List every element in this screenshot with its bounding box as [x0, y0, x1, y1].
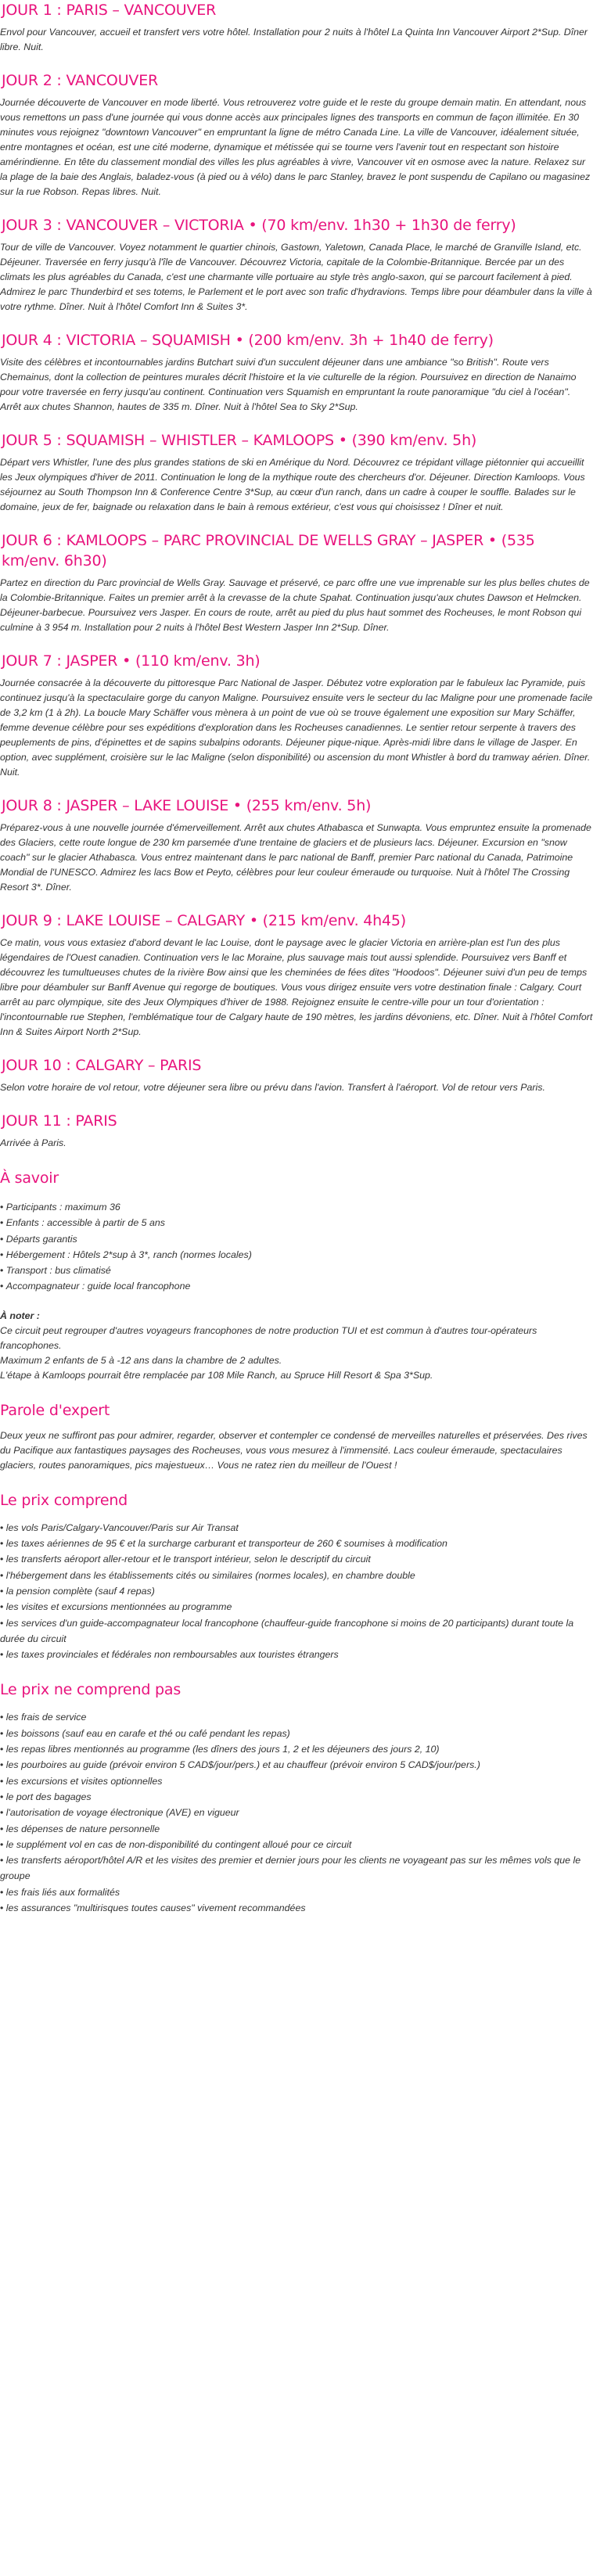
- prix-ne-comprend-list: [0, 1709, 593, 1916]
- note-line: Ce circuit peut regrouper d'autres voyageurs francophones de notre production TUI et est commun à d'autres tour-opérateurs francophones.: [0, 1324, 537, 1351]
- parole-section: [0, 1400, 593, 1473]
- list-item: • les dépenses de nature personnelle: [0, 1821, 593, 1837]
- list-item: • l'autorisation de voyage électronique (AVE) en vigueur: [0, 1805, 593, 1820]
- day-8-title: JOUR 8 : JASPER – LAKE LOUISE • (255 km/env. 5h): [2, 797, 372, 814]
- list-item: • les frais liés aux formalités: [0, 1884, 593, 1900]
- list-item: • les transferts aéroport aller-retour et le transport intérieur, selon le descriptif du circuit: [0, 1551, 593, 1567]
- day-3-text: Tour de ville de Vancouver. Voyez notamment le quartier chinois, Gastown, Yaletown, Canada Place, le marché de Granville Island, etc. Déjeuner. Traversée en ferry jusqu'à l'île de Vancouver. Découvrez Victoria, capitale de la Colombie-Britannique. Bercée par un des climats les plus agréables du Canada, c'est une charmante ville portuaire au style très anglo-saxon, qui se parcourt facilement à pied. Admirez le parc Thunderbird et ses totems, le Parlement et le port avec son trafic d'hydravions. Temps libre pour déambuler dans la ville à votre rythme. Dîner. Nuit à l'hôtel Comfort Inn & Suites 3*.: [0, 242, 592, 312]
- list-item: • les assurances "multirisques toutes causes" vivement recommandées: [0, 1900, 593, 1916]
- parole-title: Parole d'expert: [0, 1401, 110, 1419]
- day-2-section: [0, 70, 593, 199]
- day-1-title: JOUR 1 : PARIS – VANCOUVER: [2, 2, 217, 19]
- day-9-title: JOUR 9 : LAKE LOUISE – CALGARY • (215 km/env. 4h45): [2, 912, 406, 929]
- a-savoir-item: • Enfants : accessible à partir de 5 ans: [0, 1215, 593, 1231]
- note-line: Maximum 2 enfants de 5 à -12 ans dans la chambre de 2 adultes.: [0, 1354, 282, 1366]
- day-8-section: [0, 796, 593, 895]
- day-11-section: [0, 1111, 593, 1151]
- day-3-title: JOUR 3 : VANCOUVER – VICTORIA • (70 km/env. 1h30 + 1h30 de ferry): [2, 217, 516, 234]
- day-5-section: [0, 430, 593, 515]
- a-savoir-item: • Participants : maximum 36: [0, 1199, 593, 1215]
- a-savoir-item: • Accompagnateur : guide local francophone: [0, 1278, 593, 1294]
- parole-text: Deux yeux ne suffiront pas pour admirer, regarder, observer et contempler ce condensé de merveilles naturelles et préservées. Des rives du Pacifique aux fantastiques paysages des Rocheuses, vous vous mesurez à l'immensité. Lacs couleur émeraude, spectaculaires glaciers, routes panoramiques, pics majestueux… Vous ne ratez rien du meilleur de l'Ouest !: [0, 1429, 588, 1471]
- day-9-section: [0, 911, 593, 1040]
- note-label: À noter :: [0, 1310, 40, 1321]
- day-3-section: [0, 215, 593, 314]
- prix-ne-comprend-title: Le prix ne comprend pas: [0, 1681, 181, 1699]
- note-line: L'étape à Kamloops pourrait être remplacée par 108 Mile Ranch, au Spruce Hill Resort & Spa 3*Sup.: [0, 1369, 433, 1381]
- day-6-title: JOUR 6 : KAMLOOPS – PARC PROVINCIAL DE WELLS GRAY – JASPER • (535 km/env. 6h30): [2, 532, 535, 569]
- day-2-title: JOUR 2 : VANCOUVER: [2, 72, 159, 89]
- day-9-text: Ce matin, vous vous extasiez d'abord devant le lac Louise, dont le paysage avec le glacier Victoria en arrière-plan est l'un des plus légendaires de l'Ouest canadien. Continuation vers le lac Moraine, plus sauvage mais tout aussi splendide. Poursuivez vers Banff et découvrez les tumultueuses chutes de la rivière Bow ainsi que les cheminées de fées dites "Hoodoos". Déjeuner suivi d'un peu de temps libre pour déambuler sur Banff Avenue qui regorge de boutiques. Vous vous dirigez ensuite vers votre destination finale : Calgary. Court arrêt au parc olympique, site des Jeux Olympiques d'hiver de 1988. Rejoignez ensuite le centre-ville pour un tour d'orientation : l'incontournable rue Stephen, l'emblématique tour de Calgary haute de 190 mètres, les jardins dévoniens, etc. Dîner. Nuit à l'hôtel Comfort Inn & Suites Airport North 2*Sup.: [0, 937, 593, 1037]
- day-6-section: [0, 530, 593, 635]
- day-7-title: JOUR 7 : JASPER • (110 km/env. 3h): [2, 652, 261, 670]
- day-6-text: Partez en direction du Parc provincial de Wells Gray. Sauvage et préservé, ce parc offre une vue imprenable sur les plus belles chutes de la Colombie-Britannique. Faites un premier arrêt à la crevasse de la chute Spahat. Continuation jusqu'aux chutes Dawson et Helmcken. Déjeuner-barbecue. Poursuivez vers Jasper. En cours de route, arrêt au pied du plus haut sommet des Rocheuses, le mont Robson qui culmine à 3 954 m. Installation pour 2 nuits à l'hôtel Best Western Jasper Inn 2*Sup. Dîner.: [0, 577, 590, 633]
- day-2-text: Journée découverte de Vancouver en mode liberté. Vous retrouverez votre guide et le reste du groupe demain matin. En attendant, nous vous remettons un pass d'une journée qui vous donne accès aux principales lignes des transports en commun de façon illimitée. En 30 minutes vous rejoignez "downtown Vancouver" en empruntant la ligne de métro Canada Line. La ville de Vancouver, idéalement située, entre montagnes et océan, est une cité moderne, dynamique et métissée qui se tourne vers l'avenir tout en respectant son histoire amérindienne. En tête du classement mondial des villes les plus agréables à vivre, Vancouver vit en osmose avec la nature. Relaxez sur la plage de la baie des Anglais, baladez-vous (à pied ou à vélo) dans le parc Stanley, bravez le pont suspendu de Capilano ou magasinez sur la rue Robson. Repas libres. Nuit.: [0, 97, 591, 197]
- day-7-text: Journée consacrée à la découverte du pittoresque Parc National de Jasper. Débutez votre exploration par le fabuleux lac Pyramide, puis continuez jusqu'à la spectaculaire gorge du canyon Maligne. Poursuivez ensuite vers le secteur du lac Maligne pour une promenade facile de 3,2 km (1 à 2h). La boucle Mary Schäffer vous mènera à un point de vue où se trouve également une exposition sur Mary Schäffer, femme devenue célèbre pour ses expéditions d'exploration dans les Rocheuses canadiennes. Le sentier retour serpente à travers des peuplements de pins, d'épinettes et de sapins subalpins odorants. Déjeuner pique-nique. Après-midi libre dans le village de Jasper. En option, avec supplément, croisière sur le lac Maligne (selon disponibilité) ou ascension du mont Whistler à bord du tramway aérien. Dîner. Nuit.: [0, 677, 593, 778]
- list-item: • les boissons (sauf eau en carafe et thé ou café pendant les repas): [0, 1726, 593, 1741]
- prix-comprend-section: [0, 1490, 593, 1663]
- list-item: • les pourboires au guide (prévoir environ 5 CAD$/jour/pers.) et au chauffeur (prévoir environ 5 CAD$/jour/pers.): [0, 1757, 593, 1773]
- day-4-title: JOUR 4 : VICTORIA – SQUAMISH • (200 km/env. 3h + 1h40 de ferry): [2, 332, 494, 349]
- a-savoir-list: [0, 1199, 593, 1295]
- list-item: • le port des bagages: [0, 1789, 593, 1805]
- a-savoir-item: • Transport : bus climatisé: [0, 1263, 593, 1278]
- day-11-title: JOUR 11 : PARIS: [2, 1112, 117, 1130]
- day-4-section: [0, 330, 593, 415]
- a-savoir-item: • Départs garantis: [0, 1231, 593, 1247]
- day-1-section: [0, 0, 593, 55]
- list-item: • les visites et excursions mentionnées au programme: [0, 1599, 593, 1615]
- day-10-title: JOUR 10 : CALGARY – PARIS: [2, 1057, 202, 1074]
- day-8-text: Préparez-vous à une nouvelle journée d'émerveillement. Arrêt aux chutes Athabasca et Sunwapta. Vous empruntez ensuite la promenade des Glaciers, cette route longue de 230 km parsemée d'une trentaine de glaciers et de plusieurs lacs. Déjeuner. Excursion en "snow coach" sur le glacier Athabasca. Vous entrez maintenant dans le parc national de Banff, premier Parc national du Canada, Patrimoine Mondial de l'UNESCO. Admirez les lacs Bow et Peyto, célèbres pour leur couleur émeraude ou turquoise. Nuit à l'hôtel The Crossing Resort 3*. Dîner.: [0, 822, 591, 893]
- list-item: • les transferts aéroport/hôtel A/R et les visites des premier et dernier jours pour les clients ne voyageant pas sur les mêmes vols que le groupe: [0, 1852, 593, 1884]
- a-savoir-title: À savoir: [0, 1169, 59, 1187]
- prix-comprend-list: [0, 1520, 593, 1663]
- a-savoir-item: • Hébergement : Hôtels 2*sup à 3*, ranch (normes locales): [0, 1247, 593, 1263]
- list-item: • la pension complète (sauf 4 repas): [0, 1583, 593, 1599]
- day-10-text: Selon votre horaire de vol retour, votre déjeuner sera libre ou prévu dans l'avion. Transfert à l'aéroport. Vol de retour vers Paris.: [0, 1082, 545, 1093]
- list-item: • les services d'un guide-accompagnateur local francophone (chauffeur-guide francophone si moins de 20 participants) durant toute la durée du circuit: [0, 1615, 593, 1647]
- prix-ne-comprend-section: [0, 1680, 593, 1916]
- day-1-text: Envol pour Vancouver, accueil et transfert vers votre hôtel. Installation pour 2 nuits à l'hôtel La Quinta Inn Vancouver Airport 2*Sup. Dîner libre. Nuit.: [0, 27, 588, 52]
- list-item: • les excursions et visites optionnelles: [0, 1773, 593, 1789]
- day-5-text: Départ vers Whistler, l'une des plus grandes stations de ski en Amérique du Nord. Découvrez ce trépidant village piétonnier qui accueillit les Jeux olympiques d'hiver de 2011. Continuation le long de la mythique route des chercheurs d'or. Déjeuner. Direction Kamloops. Vous séjournez au South Thompson Inn & Conference Centre 3*Sup, au cœur d'un ranch, dans un cadre à couper le souffle. Balades sur le domaine, jeux de fer, baignade ou relaxation dans le bain à remous extérieur, c'est vous qui choisissez ! Dîner et nuit.: [0, 457, 585, 512]
- list-item: • les repas libres mentionnés au programme (les dîners des jours 1, 2 et les déjeuners des jours 2, 10): [0, 1741, 593, 1757]
- list-item: • le supplément vol en cas de non-disponibilité du contingent alloué pour ce circuit: [0, 1837, 593, 1852]
- a-savoir-section: [0, 1168, 593, 1383]
- list-item: • les taxes provinciales et fédérales non remboursables aux touristes étrangers: [0, 1647, 593, 1662]
- list-item: • les frais de service: [0, 1709, 593, 1725]
- day-4-text: Visite des célèbres et incontournables jardins Butchart suivi d'un succulent déjeuner dans une ambiance "so British". Route vers Chemainus, dont la collection de peintures murales décrit l'histoire et la vie culturelle de la région. Poursuivez en direction de Nanaimo pour votre traversée en ferry jusqu'au continent. Continuation vers Squamish en empruntant la route panoramique "du ciel à l'océan". Arrêt aux chutes Shannon, hautes de 335 m. Dîner. Nuit à l'hôtel Sea to Sky 2*Sup.: [0, 357, 577, 412]
- day-11-text: Arrivée à Paris.: [0, 1137, 66, 1148]
- prix-comprend-title: Le prix comprend: [0, 1491, 128, 1509]
- day-7-section: [0, 651, 593, 780]
- day-5-title: JOUR 5 : SQUAMISH – WHISTLER – KAMLOOPS • (390 km/env. 5h): [2, 432, 477, 449]
- list-item: • les taxes aériennes de 95 € et la surcharge carburant et transporteur de 260 € soumises à modification: [0, 1536, 593, 1551]
- day-10-section: [0, 1055, 593, 1095]
- list-item: • l'hébergement dans les établissements cités ou similaires (normes locales), en chambre double: [0, 1568, 593, 1583]
- list-item: • les vols Paris/Calgary-Vancouver/Paris sur Air Transat: [0, 1520, 593, 1536]
